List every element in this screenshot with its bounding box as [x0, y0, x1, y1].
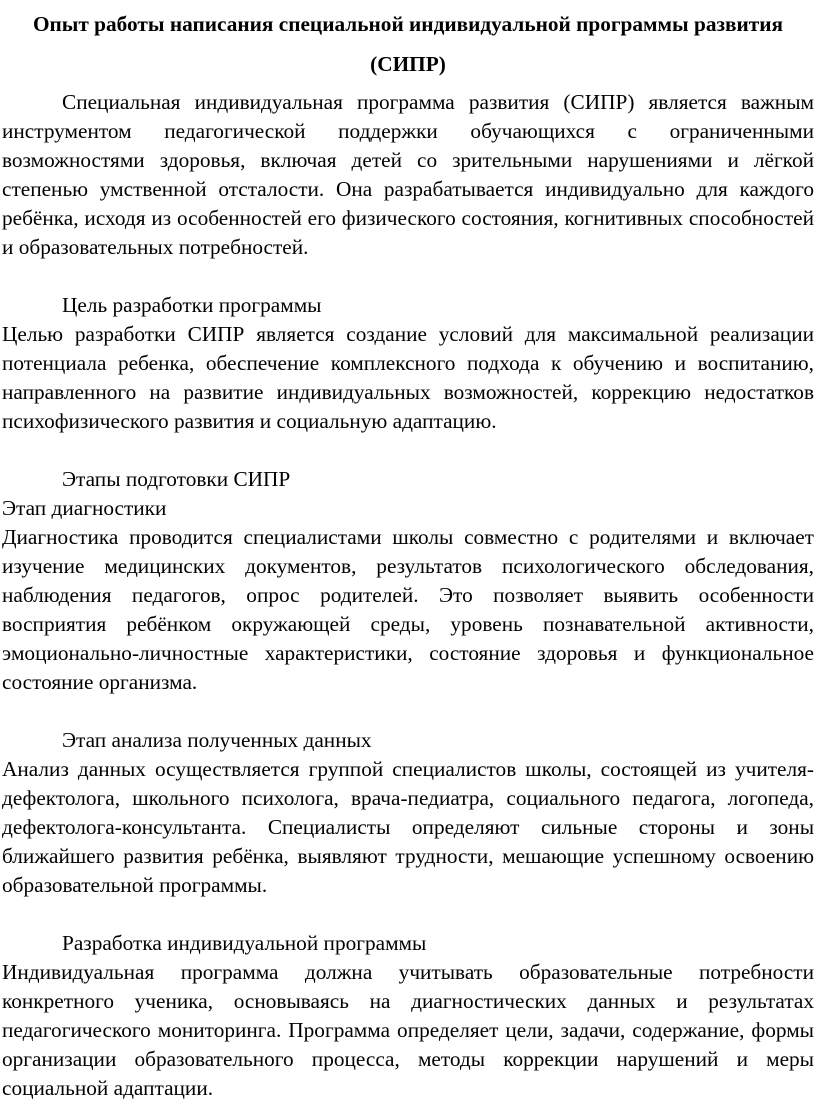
goal-paragraph: Целью разработки СИПР является создание условий для максимальной реализации потенциала ребенка, обеспечение комплексного подхода к обучению и воспитанию, направленного на развитие индивидуальных возможностей, коррекцию недостатков психофизического развития и социальную адаптацию.: [2, 322, 814, 433]
spacer: [2, 900, 814, 929]
goal-heading: Цель разработки программы: [62, 293, 322, 317]
diagnostics-heading: Этап диагностики: [2, 496, 167, 520]
development-paragraph: Индивидуальная программа должна учитывать образовательные потребности конкретного ученика, основываясь на диагностических данных и результатах педагогического мониторинга. Программа определяет цели, задачи, содержание, формы организации образовательного процесса, методы коррекции нарушений и меры социальной адаптации.: [2, 960, 814, 1100]
intro-paragraph: Специальная индивидуальная программа развития (СИПР) является важным инструментом педагогической поддержки обучающихся с ограниченными возможностями здоровья, включая детей со зрительными нарушениями и лёгкой степенью умственной отсталости. Она разрабатывается индивидуально для каждого ребёнка, исходя из особенностей его физического состояния, когнитивных способностей и образовательных потребностей.: [2, 90, 814, 259]
diagnostics-paragraph: Диагностика проводится специалистами школы совместно с родителями и включает изучение медицинских документов, результатов психологического обследования, наблюдения педагогов, опрос родителей. Это позволяет выявить особенности восприятия ребёнком окружающей среды, уровень познавательной активности, эмоционально-личностные характеристики, состояние здоровья и функциональное состояние организма.: [2, 525, 814, 694]
analysis-heading: Этап анализа полученных данных: [62, 728, 372, 752]
spacer: [2, 436, 814, 465]
document-title: Опыт работы написания специальной индивидуальной программы развития (СИПР): [32, 12, 784, 76]
spacer: [2, 262, 814, 291]
stages-heading: Этапы подготовки СИПР: [62, 467, 291, 491]
spacer: [2, 697, 814, 726]
analysis-paragraph: Анализ данных осуществляется группой специалистов школы, состоящей из учителя-дефектолога, школьного психолога, врача-педиатра, социального педагога, логопеда, дефектолога-консультанта. Специалисты определяют сильные стороны и зоны ближайшего развития ребёнка, выявляют трудности, мешающие успешному освоению образовательной программы.: [2, 757, 814, 897]
development-heading: Разработка индивидуальной программы: [62, 931, 427, 955]
